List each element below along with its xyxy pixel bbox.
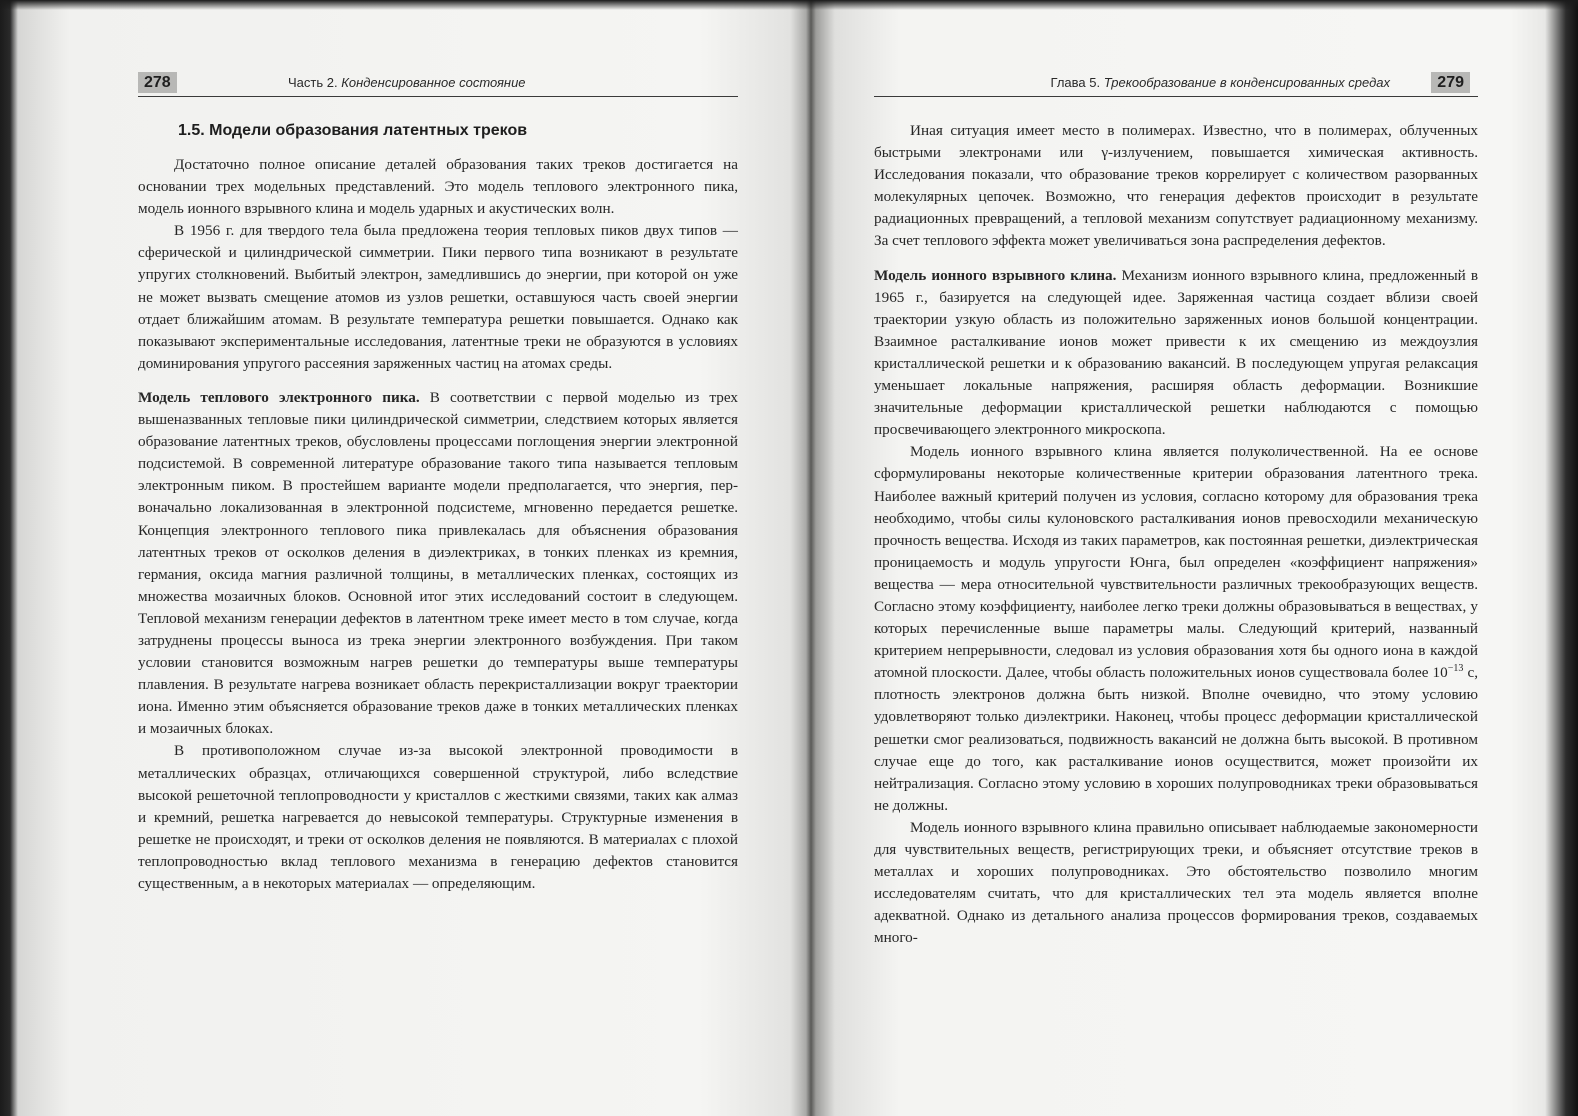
exponent: −13: [1447, 663, 1464, 675]
running-head-right: [874, 70, 1478, 97]
paragraph: Достаточно полное описание деталей образования таких треков достигается на основании трех модельных представлений. Это модель теплового электронного пика, модель ионного взрывного клина и модель ударных и акустических волн.: [138, 156, 738, 218]
header-text-right: [1051, 74, 1390, 92]
page-number-right: 279: [1431, 72, 1470, 93]
right-page-body: [874, 120, 1478, 949]
paragraph-thermal-spike-model: [138, 387, 738, 741]
section-title: 1.5. Модели образования латентных треков: [178, 122, 528, 139]
header-text-left: [288, 74, 526, 92]
paragraph: [874, 441, 1478, 817]
paragraph-text: Модель ионного взрывного клина является полуколичественной. На ее основе сформулированы некоторые количественные критерии образования латентного трека. Наиболее важный критерий получен из условия, согласно которому для образования трека необходимо, чтобы силы кулоновского расталкивания ионов превосходили механическую прочность вещества. Исходя из таких параметров, как постоянная решетки, диэлектрическая проницаемость и модуль упругости Юнга, был определен «коэффициент напряжения» вещества — мера относительной чувствительности различных трекообразующих веществ. Согласно этому коэффициенту, наиболее легко треки должны образовываться в веществах, у которых перечисленные выше параметры малы. Следующий критерий, названный критерием непрерывности, следовал из условия образования хотя бы одного иона в каждой атомной плоскости. Далее, чтобы область положительных ионов существовала более 10: [874, 443, 1478, 682]
header-part-right: Глава 5.: [1050, 75, 1101, 90]
paragraph: Модель ионного взрывного клина правильно описывает наблюдаемые закономерности для чувствительных веществ, регистрирующих треки, и объясняет отсутствие треков в металлах и хороших полупроводниках. Это обстоятельство позволило многим исследователям считать, что для кристаллических тел эта модель является вполне адекватной. Однако из детального анализа процессов формирования треков, создаваемых много-: [874, 818, 1478, 947]
paragraph-text: с, плотность электронов должна быть низкой. Вполне очевидно, что этому условию удовлетворяют только диэлектрики. Наконец, чтобы процесс деформации кристаллической решетки смог реализоваться, подвижность вакансий не должна быть высокой. В противном случае еще до того, как расталкивание ионов осуществится, может произойти их нейтрализация. Согласно этому условию в хороших полупроводниках треки образовываться не должны.: [874, 664, 1478, 814]
page-number-left: 278: [138, 72, 177, 93]
running-head-left: [138, 70, 738, 97]
paragraph: Иная ситуация имеет место в полимерах. Известно, что в полимерах, облученных быстрыми электронами или γ-излучением, повышается химическая активность. Исследования показали, что образование треков коррелирует с количеством разорванных молекулярных цепочек. Возможно, что генерация дефектов происходит в результате радиационных превращений, а тепловой механизм сопутствует радиационному механизму. За счет теплового эффекта может увеличиваться зона распределения дефектов.: [874, 122, 1478, 250]
header-part-left: Часть 2.: [288, 75, 338, 90]
paragraph-text: В соответствии с первой моделью из трех вышеназванных тепловые пики цилиндрической симметрии, следствием которых является образование латентных треков, обусловлены процессами поглощения энергии электронной подсистемой. В современной литературе образование такого типа называется тепловым электронным пиком. В простейшем варианте модели предполагается, что энергия, первоначально локализованная в электронной подсистеме, мгновенно передается решетке. Концепция электронного теплового пика привлекалась для объяснения образования латентных треков от осколков деления в диэлектриках, в тонких пленках из кремния, германия, оксида магния различной толщины, в металлических пленках, состоящих из множества мозаичных блоков. Основной итог этих исследований состоит в следующем. Тепловой механизм генерации дефектов в латентном треке имеет место в том случае, когда затруднены процессы выноса из трека энергии электронного возбуждения. При таком условии становится возможным нагрев решетки до температуры выше температуры плавления. В результате нагрева возникает область перекристаллизации вокруг траектории иона. Именно этим объясняется образование треков даже в тонких металлических пленках и мозаичных блоках.: [138, 388, 738, 738]
paragraph: В 1956 г. для твердого тела была предложена теория тепловых пиков двух типов — сферической и цилиндрической симметрии. Пики первого типа возникают в результате упругих столкновений. Выбитый электрон, замедлившись до энергии, при которой он уже не может вызвать смещение атомов из узлов решетки, оставшуюся часть своей энергии отдает ближайшим атомам. В результате температура решетки повышается. Однако как показывают экспериментальные исследования, латентные треки не образуются в условиях доминирования упругого рассеяния заряженных частиц на атомах среды.: [138, 222, 738, 372]
paragraph: В противоположном случае из-за высокой электронной проводимости в металлических образцах, отличающихся совершенной структурой, либо вследствие высокой решеточной теплопроводности у кристаллов с жесткими связями, таких как алмаз и кремний, решетка нагревается до невысокой температуры. Структурные изменения в решетке не происходят, и треки от осколков деления не появляются. В материалах с плохой теплопроводностью вклад теплового механизма в генерацию дефектов становится существенным, а в некоторых материалах — определяющим.: [138, 742, 738, 892]
paragraph-text: Механизм ионного взрывного клина, предложенный в 1965 г., базируется на следующей идее. Заряженная частица создает вблизи своей траектории узкую область из положительно заряженных ионов большой концентрации. Взаимное расталкивание ионов может привести к их смещению из междоузлия кристаллической решетки и к образованию вакансий. В последующем упругая релаксация уменьшает локальные напряжения, расширяя область деформации. Возникшие значительные деформации кристаллической решетки наблюдаются с помощью просвечивающего электронного микроскопа.: [874, 266, 1478, 439]
run-in-heading: Модель ионного взрывного клина.: [874, 266, 1117, 284]
run-in-heading: Модель теплового электронного пика.: [138, 388, 420, 406]
header-title-left: Конденсированное состояние: [341, 75, 526, 90]
paragraph-ion-explosion-spike-model: [874, 265, 1478, 442]
header-title-right: Трекообразование в конденсированных средах: [1103, 75, 1390, 90]
left-page-body: [138, 154, 738, 895]
